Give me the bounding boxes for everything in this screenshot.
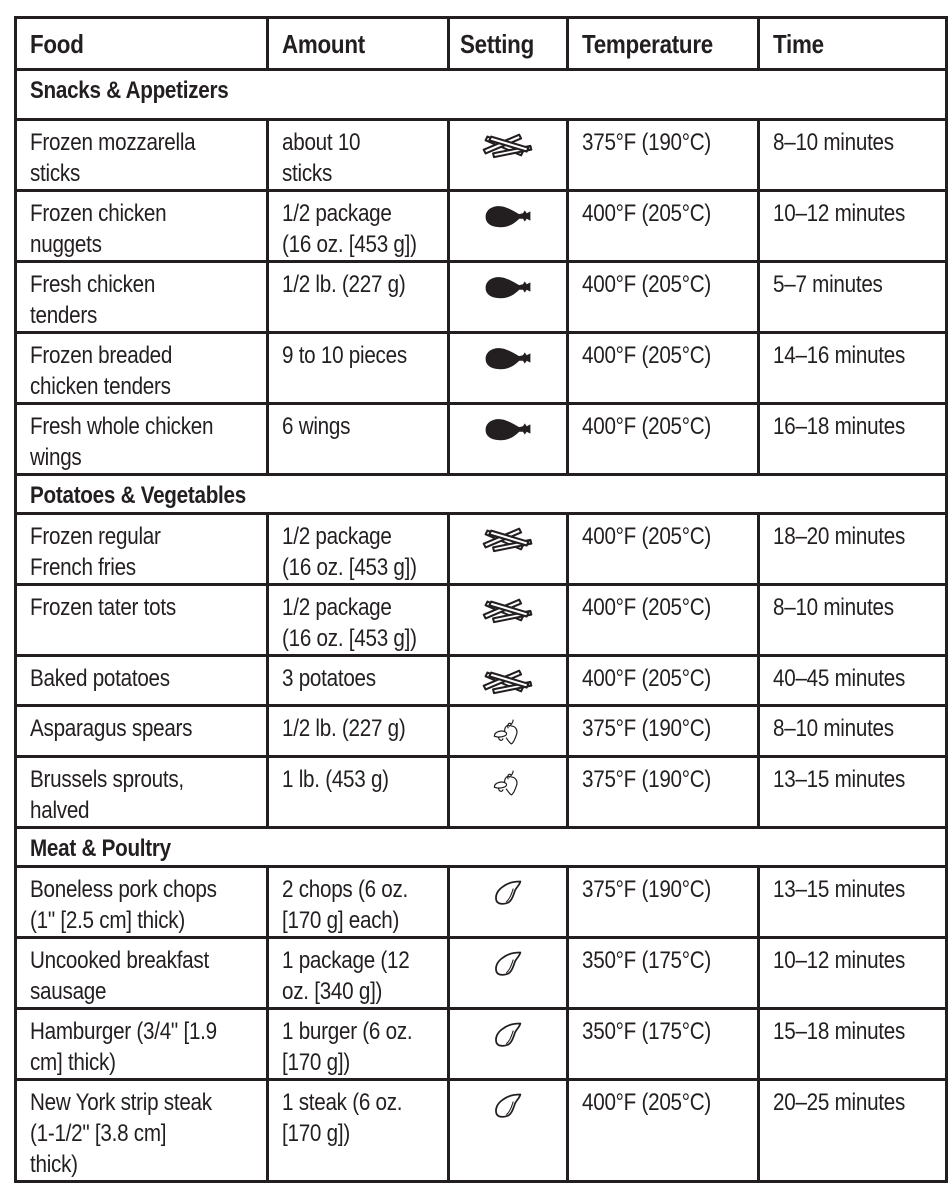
food-cell-line: thick) (30, 1151, 78, 1178)
header-time: Time (759, 18, 947, 70)
time-cell (759, 585, 947, 656)
poultry-icon (481, 422, 535, 449)
amount-cell (268, 514, 449, 585)
amount-cell-line: 2 chops (6 oz. (282, 876, 409, 903)
table-row (16, 262, 947, 333)
section-row (16, 828, 947, 867)
table-row (16, 757, 947, 828)
table-row (16, 1009, 947, 1080)
setting-cell (449, 191, 568, 262)
amount-cell-line: [170 g]) (282, 1049, 350, 1076)
amount-cell (268, 656, 449, 706)
food-cell (16, 585, 268, 656)
setting-cell (449, 333, 568, 404)
time-value: 14–16 minutes (773, 342, 906, 369)
amount-cell-line: 1 burger (6 oz. (282, 1018, 413, 1045)
header-temperature: Temperature (568, 18, 759, 70)
food-cell-line: halved (30, 797, 90, 824)
table-row (16, 404, 947, 475)
amount-cell-line: 1/2 package (282, 523, 392, 550)
amount-cell (268, 1009, 449, 1080)
food-cell (16, 1080, 268, 1182)
amount-cell-line: 9 to 10 pieces (282, 342, 407, 369)
amount-cell (268, 262, 449, 333)
amount-cell (268, 404, 449, 475)
amount-cell-line: oz. [340 g]) (282, 978, 383, 1005)
food-cell-line: nuggets (30, 231, 102, 258)
temperature-cell (568, 404, 759, 475)
temperature-cell (568, 706, 759, 757)
time-value: 8–10 minutes (773, 594, 894, 621)
temperature-value: 400°F (205°C) (582, 200, 712, 227)
temperature-cell (568, 938, 759, 1009)
amount-cell-line: 1 steak (6 oz. (282, 1089, 403, 1116)
vegetables-icon (491, 777, 525, 804)
food-cell (16, 333, 268, 404)
amount-cell (268, 757, 449, 828)
time-cell (759, 867, 947, 938)
poultry-icon (481, 280, 535, 307)
meat-icon (490, 958, 526, 985)
food-cell-line: Asparagus spears (30, 715, 193, 742)
table-row (16, 706, 947, 757)
food-cell-line: sticks (30, 160, 81, 187)
amount-cell (268, 191, 449, 262)
setting-cell (449, 1009, 568, 1080)
header-amount: Amount (268, 18, 449, 70)
setting-cell (449, 404, 568, 475)
table-row (16, 656, 947, 706)
time-value: 5–7 minutes (773, 271, 883, 298)
setting-cell (449, 120, 568, 191)
food-cell-line: Hamburger (3/4" [1.9 (30, 1018, 217, 1045)
table-row (16, 1080, 947, 1182)
amount-cell-line: 3 potatoes (282, 665, 376, 692)
food-cell-line: Brussels sprouts, (30, 766, 184, 793)
amount-cell-line: (16 oz. [453 g]) (282, 554, 417, 581)
fries-icon (480, 532, 536, 559)
setting-cell (449, 757, 568, 828)
food-cell (16, 656, 268, 706)
poultry-icon (481, 209, 535, 236)
amount-cell-line: 1/2 package (282, 594, 392, 621)
temperature-value: 375°F (190°C) (582, 129, 712, 156)
time-value: 18–20 minutes (773, 523, 906, 550)
amount-cell-line: 1/2 package (282, 200, 392, 227)
amount-cell-line: [170 g] each) (282, 907, 400, 934)
food-cell-line: Boneless pork chops (30, 876, 217, 903)
temperature-value: 400°F (205°C) (582, 271, 712, 298)
setting-cell (449, 585, 568, 656)
temperature-cell (568, 333, 759, 404)
food-cell (16, 706, 268, 757)
amount-cell-line: (16 oz. [453 g]) (282, 231, 417, 258)
time-cell (759, 191, 947, 262)
section-row (16, 475, 947, 514)
section-title-text: Potatoes & Vegetables (30, 482, 246, 509)
amount-cell-line: 6 wings (282, 413, 351, 440)
temperature-value: 350°F (175°C) (582, 1018, 712, 1045)
food-cell (16, 514, 268, 585)
food-cell (16, 262, 268, 333)
setting-cell (449, 938, 568, 1009)
table-row (16, 191, 947, 262)
food-cell-line: Fresh chicken (30, 271, 156, 298)
section-title-text: Meat & Poultry (30, 835, 171, 862)
amount-cell-line: 1 lb. (453 g) (282, 766, 389, 793)
food-cell (16, 1009, 268, 1080)
food-cell-line: (1-1/2" [3.8 cm] (30, 1120, 167, 1147)
time-cell (759, 262, 947, 333)
section-title-text: Snacks & Appetizers (30, 77, 229, 104)
temperature-value: 375°F (190°C) (582, 766, 712, 793)
time-cell (759, 1009, 947, 1080)
time-cell (759, 404, 947, 475)
temperature-value: 400°F (205°C) (582, 413, 712, 440)
amount-cell (268, 706, 449, 757)
fries-icon (480, 603, 536, 630)
food-cell-line: New York strip steak (30, 1089, 212, 1116)
food-cell-line: Frozen chicken (30, 200, 167, 227)
temperature-cell (568, 120, 759, 191)
section-title (16, 475, 947, 514)
food-cell-line: sausage (30, 978, 107, 1005)
amount-cell (268, 867, 449, 938)
temperature-value: 375°F (190°C) (582, 876, 712, 903)
setting-cell (449, 867, 568, 938)
food-cell (16, 404, 268, 475)
amount-cell (268, 938, 449, 1009)
food-cell-line: Frozen mozzarella (30, 129, 196, 156)
time-value: 40–45 minutes (773, 665, 906, 692)
time-cell (759, 706, 947, 757)
food-cell (16, 120, 268, 191)
temperature-cell (568, 514, 759, 585)
table-row (16, 867, 947, 938)
setting-cell (449, 262, 568, 333)
amount-cell (268, 333, 449, 404)
food-cell (16, 757, 268, 828)
setting-cell (449, 706, 568, 757)
food-cell-line: cm] thick) (30, 1049, 116, 1076)
amount-cell-line: 1/2 lb. (227 g) (282, 271, 406, 298)
time-value: 20–25 minutes (773, 1089, 906, 1116)
meat-icon (490, 1029, 526, 1056)
temperature-value: 350°F (175°C) (582, 947, 712, 974)
amount-cell-line: about 10 (282, 129, 361, 156)
temperature-value: 400°F (205°C) (582, 523, 712, 550)
setting-cell (449, 1080, 568, 1182)
food-cell (16, 867, 268, 938)
table-row (16, 938, 947, 1009)
amount-cell-line: sticks (282, 160, 333, 187)
time-cell (759, 656, 947, 706)
food-cell-line: Fresh whole chicken (30, 413, 214, 440)
table-row (16, 514, 947, 585)
amount-cell (268, 585, 449, 656)
food-cell (16, 938, 268, 1009)
temperature-cell (568, 585, 759, 656)
time-cell (759, 1080, 947, 1182)
food-cell-line: French fries (30, 554, 136, 581)
amount-cell (268, 1080, 449, 1182)
food-cell (16, 191, 268, 262)
poultry-icon (481, 351, 535, 378)
vegetables-icon (491, 726, 525, 753)
temperature-cell (568, 1009, 759, 1080)
temperature-cell (568, 757, 759, 828)
section-title (16, 70, 947, 120)
meat-icon (490, 1100, 526, 1127)
table-row (16, 120, 947, 191)
time-value: 16–18 minutes (773, 413, 906, 440)
table-row (16, 585, 947, 656)
food-cell-line: Frozen breaded (30, 342, 173, 369)
table-row (16, 333, 947, 404)
time-cell (759, 120, 947, 191)
food-cell-line: Frozen regular (30, 523, 161, 550)
temperature-cell (568, 656, 759, 706)
time-value: 15–18 minutes (773, 1018, 906, 1045)
temperature-value: 400°F (205°C) (582, 665, 712, 692)
header-food: Food (16, 18, 268, 70)
time-value: 13–15 minutes (773, 876, 906, 903)
section-title (16, 828, 947, 867)
time-cell (759, 757, 947, 828)
time-cell (759, 514, 947, 585)
time-value: 10–12 minutes (773, 200, 906, 227)
time-value: 10–12 minutes (773, 947, 906, 974)
section-row (16, 70, 947, 120)
meat-icon (490, 887, 526, 914)
temperature-value: 375°F (190°C) (582, 715, 712, 742)
setting-cell (449, 656, 568, 706)
header-row (16, 18, 947, 70)
time-cell (759, 333, 947, 404)
temperature-value: 400°F (205°C) (582, 342, 712, 369)
temperature-cell (568, 867, 759, 938)
food-cell-line: wings (30, 444, 82, 471)
time-cell (759, 938, 947, 1009)
food-cell-line: Frozen tater tots (30, 594, 176, 621)
amount-cell-line: (16 oz. [453 g]) (282, 625, 417, 652)
time-value: 13–15 minutes (773, 766, 906, 793)
food-cell-line: chicken tenders (30, 373, 171, 400)
fries-icon (480, 138, 536, 165)
amount-cell (268, 120, 449, 191)
food-cell-line: (1" [2.5 cm] thick) (30, 907, 185, 934)
time-value: 8–10 minutes (773, 715, 894, 742)
temperature-value: 400°F (205°C) (582, 1089, 712, 1116)
header-setting: Setting (449, 18, 568, 70)
fries-icon (480, 674, 536, 701)
setting-cell (449, 514, 568, 585)
food-cell-line: tenders (30, 302, 98, 329)
food-cell-line: Baked potatoes (30, 665, 170, 692)
temperature-cell (568, 191, 759, 262)
temperature-cell (568, 1080, 759, 1182)
temperature-value: 400°F (205°C) (582, 594, 712, 621)
food-cell-line: Uncooked breakfast (30, 947, 209, 974)
amount-cell-line: 1 package (12 (282, 947, 410, 974)
amount-cell-line: 1/2 lb. (227 g) (282, 715, 406, 742)
cooking-chart-table (14, 16, 948, 1183)
amount-cell-line: [170 g]) (282, 1120, 350, 1147)
temperature-cell (568, 262, 759, 333)
time-value: 8–10 minutes (773, 129, 894, 156)
